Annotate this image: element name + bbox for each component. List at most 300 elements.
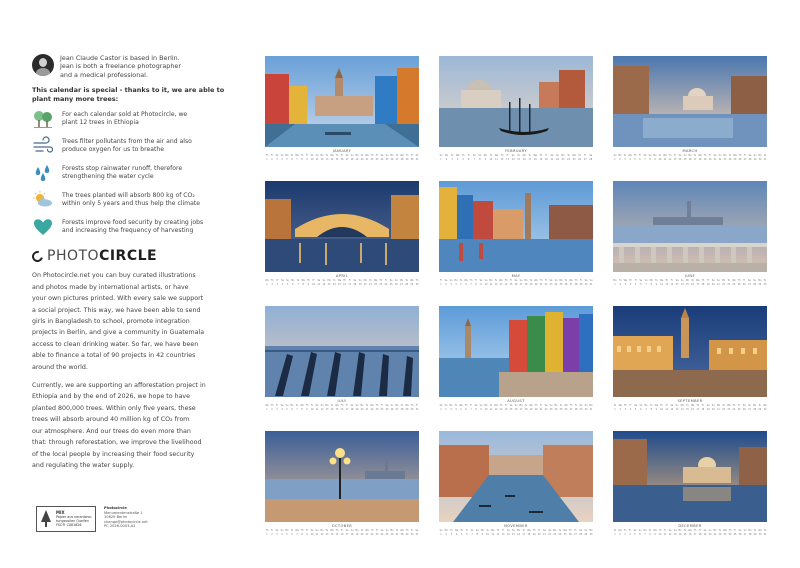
date-number: 26 [394,282,398,286]
date-number: 6 [465,282,467,286]
weekday-letter: Th [270,404,274,407]
weekday-letter: Tu [333,279,336,282]
weekday-letter: Tu [450,529,453,532]
date-number: 17 [693,157,697,161]
weekday-letter: Su [673,529,677,532]
date-number: 12 [668,157,672,161]
weekday-letter: Fr [348,279,351,282]
date-number: 2 [619,532,621,536]
date-number: 15 [335,532,339,536]
month-label: JULY [337,399,347,403]
weekday-letter: Mo [285,529,289,532]
weekday-letter: We [499,279,503,282]
date-number: 26 [568,532,572,536]
date-number: 19 [703,532,707,536]
date-number: 11 [495,157,498,161]
weekday-letter: Mo [290,404,294,407]
weekday-letter: Su [439,529,443,532]
weekday-letter: Su [743,529,747,532]
month-photo [439,431,593,522]
date-number: 12 [494,282,498,286]
weekday-letter: Th [307,279,310,282]
date-number: 21 [365,157,369,161]
weekday-letter: Su [439,154,443,157]
weekday-letter: Mo [653,154,657,157]
weekday-letter: Fr [475,279,477,282]
benefit-text-line: and increasing the frequency of harvesting [62,226,194,234]
date-number: 3 [624,282,627,286]
weekday-letter: We [763,404,767,407]
weekday-letter: Sa [280,404,284,407]
weekday-letter: Sa [317,279,321,282]
weekday-letter: We [623,279,628,282]
weekday-letter: We [654,404,659,407]
date-number: 3 [276,532,278,536]
date-number: 10 [658,532,662,536]
weekday-letter: Su [320,404,324,407]
date-number: 9 [306,532,308,536]
date-number: 20 [708,532,712,536]
date-number: 16 [340,407,344,411]
weekday-letter: Th [375,404,379,407]
date-number: 19 [706,282,710,286]
month-photo [265,431,419,522]
weekday-letter: We [337,279,342,282]
date-number: 7 [471,532,473,536]
date-number: 8 [302,282,304,286]
date-number: 26 [390,407,394,411]
weekday-letter: Tu [360,529,364,532]
weekday-letter: Mo [390,529,394,532]
weekday-letter: Th [693,529,697,532]
weekday-letter: Th [461,154,465,157]
logo-part-circle: CIRCLE [99,248,158,265]
weekday-letter: We [400,529,404,532]
weekday-letter: Sa [281,279,284,282]
weekday-letter: Sa [550,154,554,157]
date-number: 24 [558,532,562,536]
month-label: JANUARY [332,149,352,153]
date-number: 13 [327,282,331,286]
date-number: 12 [500,157,504,161]
month-december [613,431,767,537]
paragraph-line: our atmosphere. And our trees do even more than [32,427,191,435]
weekday-letter: We [365,529,369,532]
date-number: 13 [673,532,677,536]
month-october [265,431,419,537]
date-number: 22 [718,157,722,161]
month-photo [439,306,593,397]
month-photo [265,56,419,147]
date-number: 6 [466,532,468,536]
weekday-letter: Th [532,529,536,532]
weekday-letter: We [628,154,632,157]
date-number: 2 [445,532,447,536]
date-number: 26 [390,157,394,161]
weekday-letter: Tu [728,154,732,157]
date-number: 23 [379,282,383,286]
weekday-letter: Fr [629,529,631,532]
weekday-letter: Sa [380,529,384,532]
date-row [613,158,767,161]
weekday-letter: Tu [486,529,489,532]
paragraph-line: projects in Berlin, and give a community in Guatemala [32,329,205,337]
date-number: 13 [499,282,503,286]
weekday-letter: Sa [310,529,314,532]
weekday-letter: Fr [538,529,541,532]
weekday-letter: Th [504,279,508,282]
weekday-letter: Mo [723,154,727,157]
weekday-letter: Su [394,279,398,282]
date-number: 16 [517,532,520,536]
benefit-item [32,107,230,130]
paragraph-line: of the local people by increasing their food security [32,450,195,458]
weekday-letter: Su [315,529,319,532]
weekday-letter: Mo [678,529,682,532]
weekday-letter: Mo [613,279,617,282]
date-number: 3 [624,532,626,536]
date-number: 11 [315,532,319,536]
weekday-letter: Mo [748,529,752,532]
date-number: 17 [696,407,700,411]
date-number: 27 [743,532,747,536]
weekday-letter: Sa [509,404,513,407]
address-line: Monumentenstraße 1 [104,510,143,515]
date-number: 18 [524,407,528,411]
water-drops-icon [32,163,54,183]
date-row [265,158,419,161]
date-number: 20 [711,282,715,286]
date-number: 26 [564,407,568,411]
fsc-line: tungsvollen Quellen [56,519,89,523]
date-number: 10 [484,407,488,411]
date-number: 25 [385,407,389,411]
date-number: 30 [758,532,762,536]
weekday-letter: Sa [474,404,478,407]
month-november [439,431,593,537]
benefit-item [32,215,230,238]
month-july [265,306,419,412]
date-number: 30 [763,407,767,411]
date-number: 2 [619,282,621,286]
paragraph-line: and photos made by international artists, or have [32,283,189,291]
date-number: 13 [325,157,329,161]
date-number: 12 [322,282,326,286]
weekday-letter: We [733,154,737,157]
wind-icon [32,136,54,156]
paragraph-line: On Photocircle.net you can buy curated illustrations [32,272,196,280]
weekday-letter: Su [554,279,558,282]
weekday-letter: We [527,529,531,532]
paragraph-line: able to finance a total of 90 projects in 42 countries [32,352,196,360]
date-number: 21 [365,407,369,411]
weekday-letter: Th [496,529,500,532]
date-number: 27 [569,407,573,411]
weekday-letter: Tu [360,154,364,157]
date-number: 11 [665,407,669,411]
weekday-letter: Th [569,404,573,407]
weekday-letter: Fr [312,279,315,282]
date-number: 23 [549,282,553,286]
date-number: 18 [524,282,528,286]
date-number: 4 [455,282,457,286]
weekday-letter: We [533,154,537,157]
date-number: 25 [733,532,737,536]
date-number: 20 [544,157,548,161]
date-number: 7 [645,407,647,411]
weekday-letter: Sa [678,154,682,157]
weekday-letter: We [688,529,692,532]
month-photo [265,306,419,397]
fsc-badge [36,506,96,532]
author-bio [60,54,181,79]
weekday-letter: Mo [643,529,647,532]
weekday-letter: Th [415,279,419,282]
weekday-letter: Sa [670,404,674,407]
date-number: 10 [310,157,314,161]
date-number: 14 [680,282,684,286]
date-number: 30 [415,282,419,286]
month-label: OCTOBER [331,524,353,528]
weekday-letter: We [410,279,414,282]
date-number: 14 [332,282,336,286]
weekday-letter: Fr [502,529,505,532]
weekday-letter: Su [315,154,319,157]
month-photo [613,306,767,397]
weekday-letter: Fr [341,529,343,532]
date-number: 21 [539,407,543,411]
weekday-letter: Th [460,529,464,532]
weekday-letter: We [491,529,495,532]
date-number: 3 [450,532,453,536]
weekday-letter: Tu [655,279,658,282]
author-avatar [32,54,54,76]
weekday-letter: Fr [665,404,668,407]
weekday-letter: Mo [444,529,448,532]
weekday-letter: Fr [674,154,676,157]
address-line: 10829 Berlin [104,515,128,520]
date-number: 28 [400,157,404,161]
weekday-letter: Th [658,529,662,532]
weekday-letter: Su [385,529,389,532]
weekday-letter: We [618,404,622,407]
weekday-letter: Su [748,404,751,407]
month-photo [613,431,767,522]
date-number: 29 [579,407,583,411]
date-number: 25 [737,282,741,286]
date-number: 9 [654,532,656,536]
weekday-letter: We [330,154,334,157]
date-row [265,533,419,536]
weekday-letter: Su [584,404,588,407]
month-photo [265,181,419,272]
weekday-letter: Th [633,154,637,157]
weekday-letter: Tu [295,404,299,407]
date-number: 10 [484,282,488,286]
weekday-letter: Tu [686,404,689,407]
weekday-letter: Fr [381,404,383,407]
date-number: 24 [732,407,736,411]
weekday-letter: Fr [634,279,637,282]
weekday-letter: Th [738,154,742,157]
date-number: 8 [476,532,478,536]
weekday-letter: We [572,154,576,157]
date-number: 31 [763,157,767,161]
weekday-letter: We [494,404,498,407]
date-number: 22 [722,407,725,411]
weekday-letter: Su [280,154,284,157]
date-number: 11 [489,407,493,411]
info-column [32,54,230,471]
weekday-letter: Su [549,404,553,407]
date-number: 10 [660,282,663,286]
weekday-letter: Th [335,529,339,532]
weekday-letter: We [405,404,409,407]
address-line: change@photocircle.net [104,519,148,524]
date-number: 12 [320,532,324,536]
date-number: 3 [450,407,452,411]
weekday-letter: We [464,279,468,282]
weekday-letter: Fr [701,404,704,407]
weekday-letter: Tu [691,279,694,282]
date-number: 28 [405,282,409,286]
weekday-letter: Mo [553,529,557,532]
date-number: 1 [266,407,268,411]
weekday-letter: Su [683,154,687,157]
weekday-letter: Su [285,404,289,407]
weekday-letter: Su [322,279,326,282]
date-number: 12 [320,157,324,161]
weekday-letter: Mo [554,404,558,407]
weekday-letter: Mo [589,529,593,532]
weekday-letter: Tu [727,279,730,282]
weekday-letter: Sa [514,279,518,282]
date-number: 13 [501,532,505,536]
paragraph-line: Currently, we are supporting an afforestation project in [32,382,206,390]
weekday-letter: We [265,404,269,407]
weekday-letter: Tu [296,279,300,282]
weekday-letter: Sa [748,279,751,282]
weekday-letter: Fr [580,279,582,282]
weekday-letter: We [373,279,378,282]
weekday-letter: Th [703,154,707,157]
weekday-letter: Su [358,279,362,282]
date-number: 9 [306,157,308,161]
weekday-letter: Th [568,529,572,532]
address-line: PC 2026-0003-A2 [104,524,136,529]
weekday-letter: Tu [450,154,454,157]
weekday-letter: We [330,529,334,532]
weekday-letter: Sa [738,529,742,532]
weekday-letter: Fr [276,279,279,282]
date-number: 30 [589,532,593,536]
weekday-letter: Tu [290,529,294,532]
weekday-letter: Sa [439,404,443,407]
photocircle-logo [32,248,230,264]
date-number: 21 [717,407,720,411]
weekday-letter: Tu [405,279,408,282]
month-label: JUNE [684,274,696,278]
date-number: 8 [479,157,481,161]
benefit-text-line: strengthening the water cycle [62,172,154,180]
weekday-letter: Th [728,529,732,532]
weekday-letter: Tu [718,529,722,532]
weekday-letter: Th [623,529,627,532]
date-number: 2 [445,282,447,286]
date-number: 9 [480,407,482,411]
weekday-letter: Fr [411,529,413,532]
afforestation-paragraph [32,380,232,471]
weekday-letter: We [732,279,736,282]
date-number: 28 [589,157,593,161]
weekday-letter: We [295,154,299,157]
date-number: 4 [629,532,631,536]
weekday-letter: Th [578,154,582,157]
date-number: 26 [738,532,742,536]
date-number: 4 [455,532,458,536]
month-june [613,181,767,287]
date-number: 12 [320,407,324,411]
weekday-letter: We [563,529,567,532]
weekday-letter: Th [539,154,543,157]
date-number: 3 [276,282,279,286]
weekday-letter: We [564,404,568,407]
fsc-tree-icon [39,510,53,528]
date-number: 13 [675,407,679,411]
date-number: 24 [380,407,384,411]
date-number: 26 [564,282,568,286]
fsc-line: MIX [56,509,65,515]
weekday-letter: Fr [311,404,313,407]
weekday-letter: Mo [758,279,762,282]
date-number: 19 [355,532,359,536]
weekday-letter: Tu [567,154,570,157]
date-number: 1 [440,157,442,161]
month-photo [613,56,767,147]
weekday-letter: Su [478,154,482,157]
date-number: 3 [450,282,452,286]
weekday-letter: Fr [416,404,418,407]
benefit-item [32,161,230,184]
date-number: 23 [723,532,727,536]
weekday-letter: Sa [380,154,384,157]
date-number: 7 [296,157,298,161]
date-number: 22 [718,532,722,536]
weekday-letter: We [663,154,667,157]
weekday-letter: Th [534,404,538,407]
weekday-letter: Th [270,279,274,282]
date-number: 21 [717,282,720,286]
date-number: 18 [350,407,354,411]
date-number: 15 [509,407,513,411]
date-number: 6 [465,407,467,411]
date-number: 21 [543,532,546,536]
weekday-letter: Sa [639,279,643,282]
date-number: 9 [655,282,658,286]
weekday-letter: Fr [734,529,736,532]
weekday-letter: Tu [369,279,372,282]
date-number: 17 [348,282,352,286]
weekday-letter: Su [584,529,588,532]
date-number: 27 [748,282,751,286]
date-number: 31 [763,532,767,536]
date-number: 7 [297,282,299,286]
date-number: 6 [468,157,470,161]
date-number: 6 [640,282,642,286]
weekday-letter: Su [753,154,757,157]
date-number: 22 [374,282,377,286]
weekday-letter: Su [648,154,652,157]
